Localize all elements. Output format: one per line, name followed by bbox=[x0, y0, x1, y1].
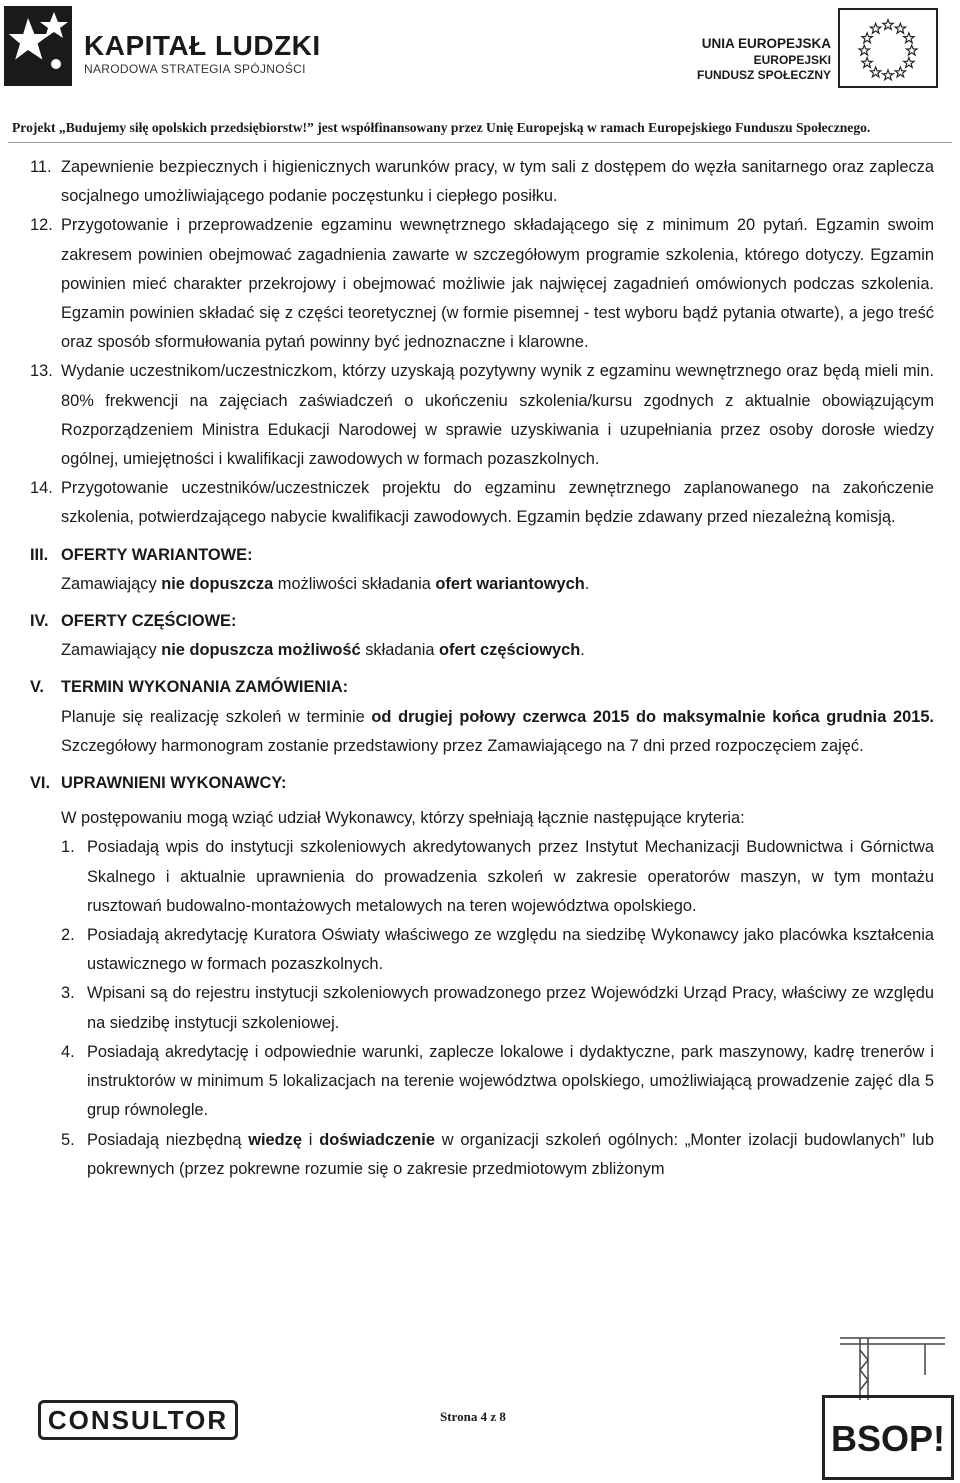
item-text: Przygotowanie i przeprowadzenie egzaminu wewnętrznego składającego się z minimum 20 pytań. Egzamin swoim zakresem powinien obejmować zagadnienia zawarte w szczegółowym programie szkolenia, którego dotyczy. Egzamin powinien mieć charakter przekrojowy i obejmować możliwie jak najwięcej zagadnień omówionych podczas szkolenia. Egzamin powinien składać się z części teoretycznej (w formie pisemnej - test wyboru bądź pytania otwarte), a jego treść oraz sposób sformułowania pytań powinny być jednoznaczne i klarowne. bbox=[61, 216, 934, 352]
text-run: Posiadają niezbędną bbox=[87, 1130, 249, 1149]
eu-logo-line2: EUROPEJSKI bbox=[753, 53, 831, 67]
bsop-logo: BSOP! bbox=[822, 1395, 954, 1480]
section-title: TERMIN WYKONANIA ZAMÓWIENIA: bbox=[61, 678, 349, 697]
criteria-text bbox=[87, 1126, 934, 1184]
header-divider bbox=[8, 142, 952, 143]
section-heading-eligible-contractors bbox=[30, 769, 934, 798]
bold-run: wiedzę bbox=[248, 1130, 302, 1149]
section-title: UPRAWNIENI WYKONAWCY: bbox=[61, 774, 287, 793]
eu-logo-line3: FUNDUSZ SPOŁECZNY bbox=[696, 68, 831, 82]
criteria-item bbox=[61, 921, 934, 979]
text-run: i bbox=[302, 1130, 320, 1149]
item-text: Zapewnienie bezpiecznych i higienicznych warunków pracy, w tym sali z dostępem do węzła sanitarnego oraz zaplecza socjalnego umożliwiającego podanie poczęstunku i ciepłego posiłku. bbox=[61, 158, 934, 206]
list-item bbox=[30, 153, 934, 211]
text-run: w organizacji szkoleń ogólnych: „Monter izolacji budowlanych” lub pokrewnych (przez pokrewne rozumie się o zakresie przedmiotowym zbliżonym bbox=[87, 1130, 935, 1178]
item-number: 12. bbox=[30, 216, 53, 235]
section-number: VI. bbox=[30, 774, 51, 793]
bold-run: ofert wariantowych bbox=[435, 574, 585, 593]
criteria-item bbox=[61, 833, 934, 921]
list-item bbox=[30, 211, 934, 357]
criteria-text: Posiadają wpis do instytucji szkoleniowych akredytowanych przez Instytut Mechanizacji Budownictwa i Górnictwa Skalnego i aktualnie uprawnienia do prowadzenia szkoleń w zakresie operatorów maszyn, w tym montażu rusztowań budowalno-montażowych metalowych na teren województwa opolskiego. bbox=[87, 838, 934, 915]
criteria-item bbox=[61, 979, 934, 1037]
text-run: możliwości składania bbox=[273, 574, 436, 593]
criteria-item bbox=[61, 1038, 934, 1126]
bold-run: nie dopuszcza możliwość bbox=[161, 641, 361, 660]
criteria-number: 4. bbox=[61, 1042, 75, 1061]
text-run: . bbox=[580, 641, 585, 660]
criteria-text: Wpisani są do rejestru instytucji szkoleniowych prowadzonego przez Wojewódzki Urząd Pracy, właściwy ze względu na siedzibę instytucji szkoleniowej. bbox=[87, 984, 934, 1032]
bold-run: ofert częściowych bbox=[439, 641, 581, 660]
criteria-number: 2. bbox=[61, 926, 75, 945]
document-body bbox=[30, 153, 934, 1184]
criteria-text: Posiadają akredytację Kuratora Oświaty właściwego ze względu na siedzibę Wykonawcy jako placówka kształcenia ustawicznego w formach pozaszkolnych. bbox=[87, 926, 934, 974]
project-info-line: Projekt „Budujemy siłę opolskich przedsiębiorstw!” jest współfinansowany przez Unię Europejską w ramach Europejskiego Funduszu Społecznego. bbox=[12, 120, 871, 135]
text-run: . bbox=[584, 574, 590, 593]
text-run: Szczegółowy harmonogram zostanie przedstawiony przez Zamawiającego na 7 dni przed rozpoczęciem zajęć. bbox=[61, 736, 864, 755]
section-heading-variant-offers bbox=[30, 541, 934, 570]
item-number: 14. bbox=[30, 479, 53, 498]
kapital-ludzki-title: KAPITAŁ LUDZKI bbox=[84, 30, 321, 61]
section-number: V. bbox=[30, 678, 44, 697]
section-title: OFERTY CZĘŚCIOWE: bbox=[61, 612, 237, 631]
kapital-ludzki-subtitle: NARODOWA STRATEGIA SPÓJNOŚCI bbox=[84, 62, 306, 76]
text-run: składania bbox=[360, 641, 440, 660]
crane-icon bbox=[830, 1330, 950, 1400]
criteria-number: 5. bbox=[61, 1130, 75, 1149]
criteria-text: Posiadają akredytację i odpowiednie warunki, zaplecze lokalowe i dydaktyczne, park maszynowy, kadrę trenerów i instruktorów w minimum 5 lokalizacjach na terenie województwa opolskiego, umożliwiającą prowadzenie zajęć dla 5 grup równolegle. bbox=[87, 1042, 934, 1120]
criteria-number: 3. bbox=[61, 984, 75, 1003]
section-title: OFERTY WARIANTOWE: bbox=[61, 545, 253, 564]
section-heading-deadline bbox=[30, 673, 934, 702]
bold-run: nie dopuszcza bbox=[161, 574, 274, 593]
section-heading-partial-offers bbox=[30, 607, 934, 636]
list-item bbox=[30, 474, 934, 532]
section-number: III. bbox=[30, 545, 49, 564]
section-paragraph bbox=[61, 703, 934, 761]
item-number: 13. bbox=[30, 362, 53, 381]
page-number: Strona 4 z 8 bbox=[440, 1409, 506, 1424]
item-number: 11. bbox=[30, 158, 52, 176]
section-paragraph bbox=[61, 636, 934, 665]
text-run: Zamawiający bbox=[61, 641, 162, 660]
item-text: Przygotowanie uczestników/uczestniczek projektu do egzaminu zewnętrznego zaplanowanego na zakończenie szkolenia, potwierdzającego nabycie kwalifikacji zawodowych. Egzamin będzie zdawany przed niezależną komisją. bbox=[61, 479, 934, 527]
bold-run: od drugiej połowy czerwca 2015 do maksymalnie końca grudnia 2015. bbox=[371, 707, 934, 726]
section-intro: W postępowaniu mogą wziąć udział Wykonawcy, którzy spełniają łącznie następujące kryteria: bbox=[61, 809, 745, 828]
section-number: IV. bbox=[30, 612, 49, 631]
eu-logo-line1: UNIA EUROPEJSKA bbox=[701, 36, 831, 51]
item-text: Wydanie uczestnikom/uczestniczkom, którzy uzyskają pozytywny wynik z egzaminu wewnętrznego oraz będą mieli min. 80% frekwencji na zajęciach zaświadczeń o ukończeniu szkolenia/kursu zgodnych z aktualnie obowiązującym Rozporządzeniem Ministra Edukacji Narodowej w sprawie uzyskiwania i uzupełniania przez osoby dorosłe wiedzy ogólnej, umiejętności i kwalifikacji zawodowych w formach pozaszkolnych. bbox=[61, 362, 934, 469]
criteria-number: 1. bbox=[61, 838, 75, 857]
text-run: Planuje się realizację szkoleń w terminie bbox=[61, 707, 372, 726]
text-run: Zamawiający bbox=[61, 574, 162, 593]
eu-flag-icon bbox=[838, 8, 938, 88]
criteria-item bbox=[61, 1126, 934, 1184]
bold-run: doświadczenie bbox=[319, 1130, 435, 1149]
consultor-logo: CONSULTOR bbox=[38, 1400, 238, 1440]
section-paragraph bbox=[61, 570, 934, 599]
list-item bbox=[30, 357, 934, 474]
